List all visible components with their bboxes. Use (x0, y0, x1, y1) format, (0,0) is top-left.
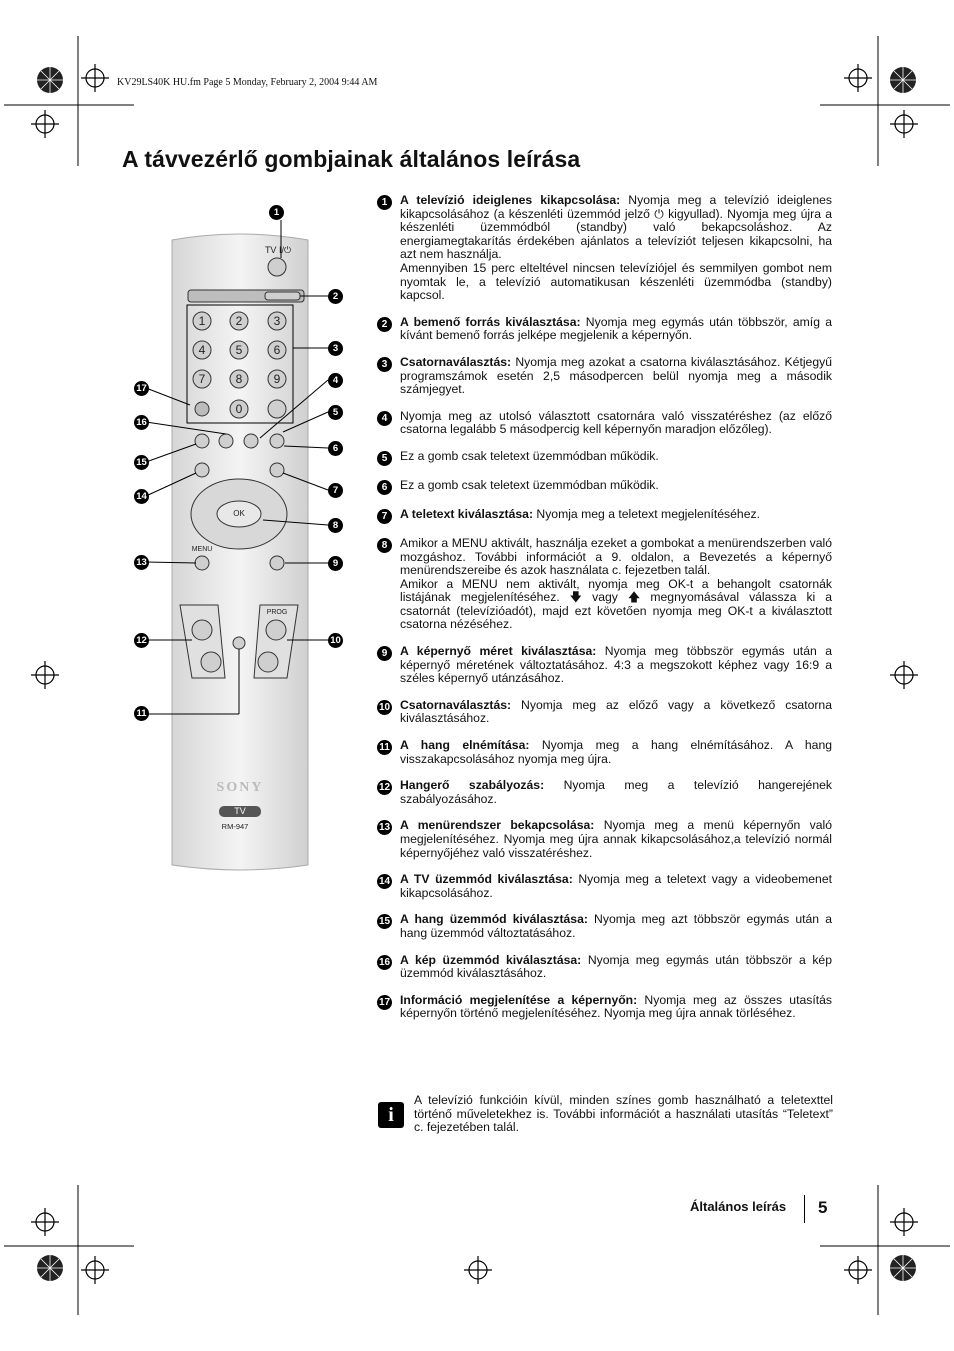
item-text (400, 994, 832, 1021)
ok-button[interactable]: OK (233, 509, 245, 518)
item-body: Amikor a MENU aktivált, használja ezeket a gombokat a menürendszerben való mozgáshoz. További információt a 9. oldalon, a Bevezetés a képernyő menürendszereibe és azok használata c. fejezetben talál. (400, 535, 832, 578)
item-body: Nyomja meg a televízió ideiglenes kikapcsolásához (a készenléti üzemmód jelző ⏻ kigyullad). Nyomja meg újra a készenléti üzemmódból (standby) való bekapcsoláshoz. Az energiamegtakarítás érdekében ajánlatos a televíziót teljesen kikapcsolni, ha azt nem használja. (400, 193, 832, 262)
item-number: 1 (377, 195, 392, 210)
item-text (400, 450, 832, 464)
callout-7: 7 (328, 483, 343, 498)
item-text (400, 739, 832, 766)
item-heading: Csatornaválasztás: (400, 697, 512, 712)
item-body: Ez a gomb csak teletext üzemmódban működik. (400, 448, 659, 463)
item-body: Nyomja meg azt többször egymás után a hang üzemmód változtatásához. (400, 912, 832, 940)
item-text (400, 316, 832, 343)
tv-badge: TV (234, 806, 246, 816)
page-title: A távvezérlő gombjainak általános leírása (122, 146, 581, 172)
digit-6[interactable]: 6 (273, 343, 281, 357)
item-heading: A képernyő méret kiválasztása: (400, 644, 597, 659)
callout-1: 1 (269, 205, 284, 220)
item-number: 7 (377, 509, 392, 524)
item-body: Nyomja meg a televízió hangerejének szabályozásához. (400, 778, 832, 806)
info-icon: i (378, 1102, 404, 1128)
item-text (400, 508, 832, 522)
prog-label: PROG (266, 609, 288, 616)
description-item (377, 645, 832, 686)
remote-control-illustration (130, 200, 360, 880)
item-heading: A hang elnémítása: (400, 738, 530, 753)
callout-15: 15 (134, 455, 149, 470)
item-body: Nyomja meg az összes utasítás képernyőn történő megjelenítéséhez. Nyomja meg újra annak törléséhez. (400, 992, 832, 1021)
callout-4: 4 (328, 373, 343, 388)
item-heading: A hang üzemmód kiválasztása: (400, 912, 588, 927)
item-body-continued: Amennyiben 15 perc elteltével nincsen televíziójel és semmilyen gombot nem nyomtak le, a televízió automatikusan készenléti üzemmódba (standby) kapcsol. (400, 260, 832, 303)
description-item (377, 479, 832, 495)
callout-6: 6 (328, 441, 343, 456)
item-number: 12 (378, 782, 391, 794)
item-body: Nyomja meg a hang elnémításához. A hang visszakapcsolásához nyomja meg újra. (400, 738, 832, 766)
item-heading: A televízió ideiglenes kikapcsolása: (400, 193, 621, 207)
description-item (377, 450, 832, 466)
item-heading: A kép üzemmód kiválasztása: (400, 952, 582, 967)
item-text (400, 954, 832, 981)
callout-3: 3 (328, 341, 343, 356)
item-heading: A menürendszer bekapcsolása: (400, 818, 595, 833)
item-text (400, 537, 832, 632)
item-heading: Információ megjelenítése a képernyőn: (400, 992, 638, 1007)
item-heading: A TV üzemmód kiválasztása: (400, 872, 573, 887)
digit-7[interactable]: 7 (198, 372, 206, 386)
item-number: 11 (377, 740, 392, 755)
tv-power-label: TV I/⏻ (264, 245, 292, 255)
item-body: Nyomja meg az előző vagy a következő csatorna kiválasztásához. (400, 697, 832, 726)
item-body: Ez a gomb csak teletext üzemmódban működik. (400, 477, 659, 492)
item-text (400, 645, 832, 686)
description-item (377, 954, 832, 981)
item-body: Nyomja meg a menü képernyőn való megjelenítéséhez. Nyomja meg újra annak kikapcsolásához,a televízió normál képernyőjéhez való visszatéréshez. (400, 818, 832, 860)
description-item (377, 537, 832, 632)
section-label: Általános leírás (690, 1199, 787, 1214)
callout-8: 8 (328, 518, 343, 533)
description-item (377, 316, 832, 343)
item-number: 3 (377, 357, 392, 372)
button-description-list (377, 194, 832, 1034)
callout-13: 13 (134, 555, 149, 570)
callout-10: 10 (328, 633, 343, 648)
sony-logo: SONY (216, 780, 264, 795)
item-body: Nyomja meg a teletext vagy a videobemenet kikapcsolásához. (400, 872, 832, 900)
item-body: Nyomja meg az utolsó választott csatornára való visszatéréshez (az előző csatorna legalább 5 másodpercig kell képernyőn maradjon előzőleg). (400, 408, 832, 437)
item-heading: A bemenő forrás kiválasztása: (400, 314, 581, 329)
item-heading: A teletext kiválasztása: (400, 506, 534, 521)
item-heading: Hangerő szabályozás: (400, 778, 545, 793)
page-number: 5 (818, 1198, 828, 1217)
description-item (377, 913, 832, 940)
item-number: 4 (377, 411, 392, 426)
item-text (400, 873, 832, 900)
item-number: 2 (377, 317, 392, 332)
digit-4[interactable]: 4 (198, 343, 206, 357)
item-text (400, 819, 832, 860)
item-body: Nyomja meg a teletext megjelenítéséhez. (533, 506, 760, 521)
digit-3[interactable]: 3 (273, 314, 281, 328)
callout-17: 17 (134, 381, 149, 396)
item-number: 9 (377, 646, 392, 661)
callout-12: 12 (134, 633, 149, 648)
item-number: 5 (377, 451, 392, 466)
digit-1[interactable]: 1 (198, 314, 206, 328)
description-item (377, 194, 832, 303)
item-text (400, 779, 832, 806)
item-number: 6 (377, 480, 392, 495)
callout-2: 2 (328, 289, 343, 304)
item-body: Nyomja meg azokat a csatorna kiválasztásához. Kétjegyű programszámok esetén 2,5 másodpercen belül nyomja meg a második számjegyet. (400, 354, 832, 397)
item-number: 15 (378, 916, 391, 928)
item-body: Nyomja meg egymás után többször a kép üzemmód kiválasztásához. (400, 952, 832, 981)
item-number: 8 (377, 538, 392, 553)
item-text (400, 356, 832, 397)
item-heading: Csatornaválasztás: (400, 354, 512, 369)
menu-label: MENU (191, 546, 213, 553)
digit-8[interactable]: 8 (235, 372, 243, 386)
info-note-text: A televízió funkcióin kívül, minden színes gomb használható a teletexttel történő műveletekhez is. További információt a használati utasítás “Teletext” c. fejezetében talál. (414, 1093, 833, 1135)
description-item (377, 873, 832, 900)
callout-11: 11 (134, 706, 149, 721)
item-number: 13 (378, 822, 391, 834)
file-header-line: KV29LS40K HU.fm Page 5 Monday, February 2, 2004 9:44 AM (117, 77, 378, 88)
digit-0[interactable]: 0 (235, 402, 243, 416)
item-number: 16 (378, 956, 391, 968)
footer-divider (804, 1195, 805, 1223)
description-item (377, 994, 832, 1021)
item-body: Nyomja meg többször egymás után a képernyő méretének változtatásához. 4:3 a megszokott képhez vagy 16:9 a széles képernyő utánzásához. (400, 644, 832, 686)
callout-9: 9 (328, 556, 343, 571)
item-body: Nyomja meg egymás után többször, amíg a kívánt bemenő forrás jelképe megjelenik a képernyőn. (400, 314, 832, 343)
info-note (378, 1094, 833, 1135)
description-item (377, 410, 832, 437)
item-text (400, 479, 832, 493)
item-text (400, 699, 832, 726)
item-body-continued: Amikor a MENU nem aktivált, nyomja meg OK-t a behangolt csatornák listájának megjelenítéséhez. 🡇 vagy 🡅 megnyomásával válassza ki a csatornát (televízióadót), majd ezt követően nyomja meg OK-t a kiválasztott csatorna nézéséhez. (400, 576, 832, 632)
description-item (377, 699, 832, 726)
callout-14: 14 (134, 489, 149, 504)
description-item (377, 508, 832, 524)
item-text (400, 194, 832, 303)
description-item (377, 356, 832, 397)
item-number: 17 (378, 996, 391, 1008)
description-item (377, 819, 832, 860)
digit-2[interactable]: 2 (235, 314, 243, 328)
callout-5: 5 (328, 405, 343, 420)
digit-9[interactable]: 9 (273, 372, 281, 386)
digit-5[interactable]: 5 (235, 343, 243, 357)
model-label: RM-947 (221, 822, 249, 831)
description-item (377, 779, 832, 806)
item-number: 10 (378, 701, 391, 713)
item-text (400, 913, 832, 940)
item-text (400, 410, 832, 437)
description-item (377, 739, 832, 766)
item-number: 14 (378, 876, 391, 888)
callout-16: 16 (134, 415, 149, 430)
